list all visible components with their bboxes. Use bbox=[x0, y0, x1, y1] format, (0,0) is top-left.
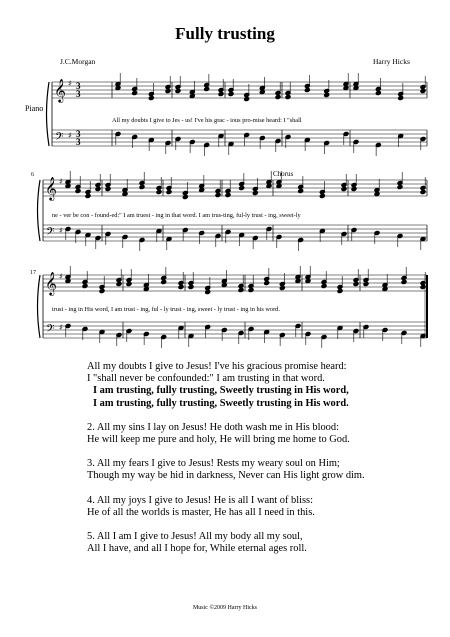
note-head bbox=[85, 194, 91, 199]
note-head bbox=[279, 286, 285, 291]
note-head bbox=[116, 282, 122, 287]
note-head bbox=[126, 282, 132, 287]
note-head bbox=[420, 89, 426, 94]
note-head bbox=[221, 283, 227, 288]
note-head bbox=[295, 279, 301, 284]
system-number-3: 17 bbox=[30, 270, 36, 276]
note-head bbox=[143, 287, 149, 292]
note-head bbox=[276, 184, 282, 189]
note-head bbox=[218, 92, 224, 97]
note-head bbox=[75, 189, 81, 194]
note-head bbox=[353, 282, 359, 287]
time-signature: 3 bbox=[76, 129, 81, 139]
note-head bbox=[351, 187, 357, 192]
note-head bbox=[132, 91, 138, 96]
treble-clef: 𝄞 bbox=[45, 176, 57, 200]
note-head bbox=[398, 96, 404, 101]
key-signature-sharp: ♯ bbox=[59, 272, 63, 281]
chorus-mark: Chorus bbox=[273, 170, 294, 178]
lyrics-system-1: All my doubts I give to Jes - us! I've his grac - ious pro-mise heard: I "shall bbox=[112, 117, 302, 124]
key-signature-sharp: ♯ bbox=[59, 226, 63, 235]
note-head bbox=[324, 93, 330, 98]
note-head bbox=[298, 189, 304, 194]
stanza-line: He of all the worlds is master, He has all I need in this. bbox=[87, 506, 315, 518]
note-head bbox=[343, 86, 349, 91]
note-head bbox=[205, 290, 211, 295]
note-head bbox=[82, 284, 88, 289]
stanza-line: Though my way be hid in darkness, Never can His light grow dim. bbox=[87, 470, 365, 482]
note-head bbox=[321, 284, 327, 289]
note-head bbox=[397, 185, 403, 190]
note-head bbox=[166, 190, 172, 195]
note-head bbox=[259, 90, 265, 95]
instrument-label: Piano bbox=[25, 104, 44, 113]
lyrics-system-2: ne - ver be con - found-ed:" I am truest - ing in that word. I am trus-ting, ful-ly trust - ing, sweet-ly bbox=[52, 212, 301, 219]
composer-credit: Harry Hicks bbox=[373, 57, 410, 66]
note-head bbox=[337, 289, 343, 294]
note-head bbox=[264, 281, 270, 286]
note-head bbox=[148, 96, 154, 101]
note-head bbox=[161, 280, 167, 285]
note-head bbox=[204, 87, 210, 92]
note-head bbox=[420, 190, 426, 195]
note-head bbox=[275, 95, 281, 100]
note-head bbox=[115, 86, 121, 91]
note-head bbox=[375, 91, 381, 96]
stanza-line: 5. All I am I give to Jesus! All my body all my soul, bbox=[87, 531, 303, 543]
time-signature: 3 bbox=[76, 89, 81, 99]
note-head bbox=[319, 194, 325, 199]
note-head bbox=[238, 288, 244, 293]
note-head bbox=[353, 86, 359, 91]
note-head bbox=[139, 185, 145, 190]
note-head bbox=[165, 89, 171, 94]
key-signature-sharp: ♯ bbox=[59, 177, 63, 186]
note-head bbox=[266, 184, 272, 189]
note-head bbox=[341, 187, 347, 192]
note-head bbox=[156, 190, 162, 195]
stanza-line: He will keep me pure and holy, He will bring me home to God. bbox=[87, 434, 350, 446]
stanza bbox=[87, 458, 427, 482]
note-head bbox=[304, 88, 310, 93]
bass-clef: 𝄢 bbox=[55, 131, 64, 146]
stanza-line: 3. All my fears I give to Jesus! Rests my weary soul on Him; bbox=[87, 458, 340, 470]
stanza bbox=[87, 531, 427, 555]
lyricist-credit: J.C.Morgan bbox=[60, 57, 96, 66]
system-number-2: 6 bbox=[31, 172, 34, 178]
copyright-footer: Music ©2009 Harry Hicks bbox=[192, 605, 258, 611]
song-title: Fully trusting bbox=[175, 24, 275, 43]
note-head bbox=[189, 94, 195, 99]
note-head bbox=[65, 184, 71, 189]
note-head bbox=[244, 97, 250, 102]
bass-clef: 𝄢 bbox=[46, 323, 55, 338]
key-signature-sharp: ♯ bbox=[59, 323, 63, 332]
note-head bbox=[122, 192, 128, 197]
time-signature: 3 bbox=[76, 81, 81, 91]
stanza bbox=[87, 361, 427, 410]
note-head bbox=[239, 186, 245, 191]
lyrics-system-3: trust - ing in His word, I am trust - ing, ful - ly trust - ing, sweet - ly trust - ing in his word. bbox=[52, 306, 280, 313]
note-head bbox=[178, 285, 184, 290]
note-head bbox=[199, 188, 205, 193]
note-head bbox=[99, 289, 105, 294]
note-head bbox=[95, 187, 101, 192]
note-head bbox=[188, 285, 194, 290]
note-head bbox=[252, 191, 258, 196]
key-signature-sharp: ♯ bbox=[68, 79, 72, 88]
stanza-line: All my doubts I give to Jesus! I've his gracious promise heard: bbox=[87, 361, 347, 372]
stanza-line: 2. All my sins I lay on Jesus! He doth wash me in His blood: bbox=[87, 421, 339, 433]
note-head bbox=[382, 287, 388, 292]
time-signature: 3 bbox=[76, 137, 81, 147]
brace bbox=[38, 180, 41, 241]
brace bbox=[47, 82, 50, 146]
stanza-line: I "shall never be confounded:" I am trusting in that word. bbox=[87, 373, 325, 385]
note-head bbox=[105, 187, 111, 192]
stanza-line: All I have, and all I hope for, While eternal ages roll. bbox=[87, 543, 307, 555]
refrain-line: I am trusting, fully trusting, Sweetly trusting in His word, bbox=[93, 385, 349, 397]
bass-clef: 𝄢 bbox=[46, 226, 55, 241]
stanza-list bbox=[87, 361, 427, 567]
refrain-line: I am trusting, fully trusting, Sweetly trusting in His word. bbox=[93, 397, 349, 409]
stanza-line: 4. All my joys I give to Jesus! He is all I want of bliss: bbox=[87, 494, 313, 506]
note-head bbox=[374, 192, 380, 197]
note-head bbox=[305, 279, 311, 284]
note-head bbox=[182, 195, 188, 200]
note-head bbox=[248, 288, 254, 293]
treble-clef: 𝄞 bbox=[54, 78, 66, 102]
note-head bbox=[228, 92, 234, 97]
note-head bbox=[225, 193, 231, 198]
note-head bbox=[363, 282, 369, 287]
treble-clef: 𝄞 bbox=[45, 271, 57, 295]
stanza bbox=[87, 495, 427, 519]
key-signature-sharp: ♯ bbox=[68, 131, 72, 140]
note-head bbox=[175, 89, 181, 94]
brace bbox=[38, 275, 41, 338]
note-head bbox=[285, 95, 291, 100]
stanza bbox=[87, 422, 427, 446]
note-head bbox=[65, 279, 71, 284]
note-head bbox=[401, 280, 407, 285]
note-head bbox=[215, 193, 221, 198]
